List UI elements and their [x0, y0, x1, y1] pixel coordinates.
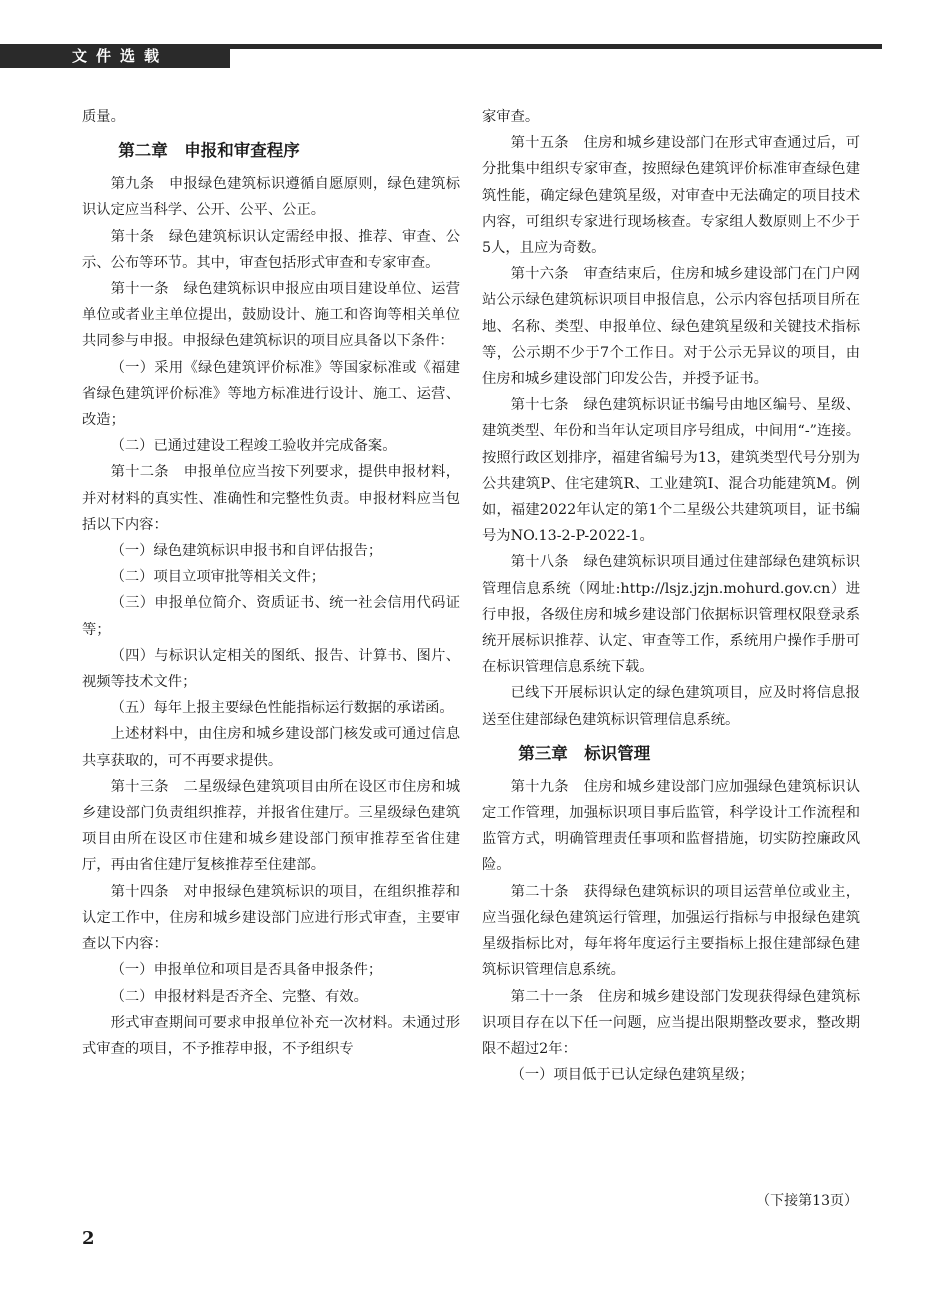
paragraph: 上述材料中，由住房和城乡建设部门核发或可通过信息共享获取的，可不再要求提供。 [82, 726, 460, 769]
article-19: 第十九条 住房和城乡建设部门应加强绿色建筑标识认定工作管理，加强标识项目事后监管，科学设计工作流程和监管方式，明确管理责任事项和监督措施，切实防控廉政风险。 [482, 778, 860, 874]
article-20: 第二十条 获得绿色建筑标识的项目运营单位或业主，应当强化绿色建筑运行管理，加强运行指标与申报绿色建筑星级指标比对，每年将年度运行主要指标上报住建部绿色建筑标识管理信息系统。 [482, 883, 860, 979]
list-item: （一）采用《绿色建筑评价标准》等国家标准或《福建省绿色建筑评价标准》等地方标准进行设计、施工、运营、改造； [82, 359, 460, 429]
article-11: 第十一条 绿色建筑标识申报应由项目建设单位、运营单位或者业主单位提出，鼓励设计、施工和咨询等相关单位共同参与申报。申报绿色建筑标识的项目应具备以下条件： [82, 281, 460, 350]
article-18: 第十八条 绿色建筑标识项目通过住建部绿色建筑标识管理信息系统（网址:http://lsjz.jzjn.mohurd.gov.cn）进行申报，各级住房和城乡建设部门依据标识管理权限登录系统开展标识推荐、认定、审查等工作，系统用户操作手册可在标识管理信息系统下载。 [482, 554, 860, 676]
list-item: （一）项目低于已认定绿色建筑星级； [510, 1067, 754, 1084]
list-item: （二）项目立项审批等相关文件； [110, 569, 326, 586]
article-16: 第十六条 审查结束后，住房和城乡建设部门在门户网站公示绿色建筑标识项目申报信息，公示内容包括项目所在地、名称、类型、申报单位、绿色建筑星级和关键技术指标等，公示期不少于7个工作日。对于公示无异议的项目，由住房和城乡建设部门印发公告，并授予证书。 [482, 266, 860, 388]
list-item: （二）申报材料是否齐全、完整、有效。 [110, 988, 368, 1005]
paragraph: 质量。 [82, 109, 125, 125]
list-item: （二）已通过建设工程竣工验收并完成备案。 [110, 438, 397, 455]
left-column [82, 104, 460, 1062]
paragraph: 已线下开展标识认定的绿色建筑项目，应及时将信息报送至住建部绿色建筑标识管理信息系统。 [482, 685, 860, 728]
article-14: 第十四条 对申报绿色建筑标识的项目，在组织推荐和认定工作中，住房和城乡建设部门应进行形式审查，主要审查以下内容： [82, 883, 460, 953]
list-item: （五）每年上报主要绿色性能指标运行数据的承诺函。 [110, 700, 454, 717]
list-item: （三）申报单位简介、资质证书、统一社会信用代码证等； [82, 595, 460, 638]
page-number: 2 [82, 1228, 95, 1249]
article-21: 第二十一条 住房和城乡建设部门发现获得绿色建筑标识项目存在以下任一问题，应当提出限期整改要求，整改期限不超过2年： [482, 988, 860, 1057]
article-10: 第十条 绿色建筑标识认定需经申报、推荐、审查、公示、公布等环节。其中，审查包括形式审查和专家审查。 [82, 228, 460, 271]
article-17: 第十七条 绿色建筑标识证书编号由地区编号、星级、建筑类型、年份和当年认定项目序号组成，中间用“-”连接。按照行政区划排序，福建省编号为13，建筑类型代号分别为公共建筑P、住宅建筑R、工业建筑I、混合功能建筑M。例如，福建2022年认定的第1个二星级公共建筑项目，证书编号为NO.13-2-P-2022-1。 [482, 397, 860, 545]
article-9: 第九条 申报绿色建筑标识遵循自愿原则，绿色建筑标识认定应当科学、公开、公平、公正。 [82, 176, 460, 219]
chapter-heading: 第二章 申报和审查程序 [118, 141, 300, 161]
list-item: （四）与标识认定相关的图纸、报告、计算书、图片、视频等技术文件； [82, 647, 460, 691]
article-13: 第十三条 二星级绿色建筑项目由所在设区市住房和城乡建设部门负责组织推荐，并报省住建厅。三星级绿色建筑项目由所在设区市住建和城乡建设部门预审推荐至省住建厅，再由省住建厅复核推荐至住建部。 [82, 778, 460, 874]
article-12: 第十二条 申报单位应当按下列要求，提供申报材料，并对材料的真实性、准确性和完整性负责。申报材料应当包括以下内容： [82, 464, 460, 533]
continue-note: （下接第13页） [756, 1193, 858, 1209]
right-column [482, 104, 860, 1088]
section-label: 文件选载 [0, 44, 230, 68]
chapter-heading: 第三章 标识管理 [518, 743, 651, 763]
paragraph: 家审查。 [482, 109, 540, 125]
paragraph: 形式审查期间可要求申报单位补充一次材料。未通过形式审查的项目，不予推荐申报，不予组织专 [82, 1014, 460, 1057]
article-15: 第十五条 住房和城乡建设部门在形式审查通过后，可分批集中组织专家审查，按照绿色建筑评价标准审查绿色建筑性能，确定绿色建筑星级，对审查中无法确定的项目技术内容，可组织专家进行现场核查。专家组人数原则上不少于5人，且应为奇数。 [482, 135, 860, 257]
list-item: （一）申报单位和项目是否具备申报条件； [110, 962, 383, 979]
list-item: （一）绿色建筑标识申报书和自评估报告； [110, 543, 383, 560]
